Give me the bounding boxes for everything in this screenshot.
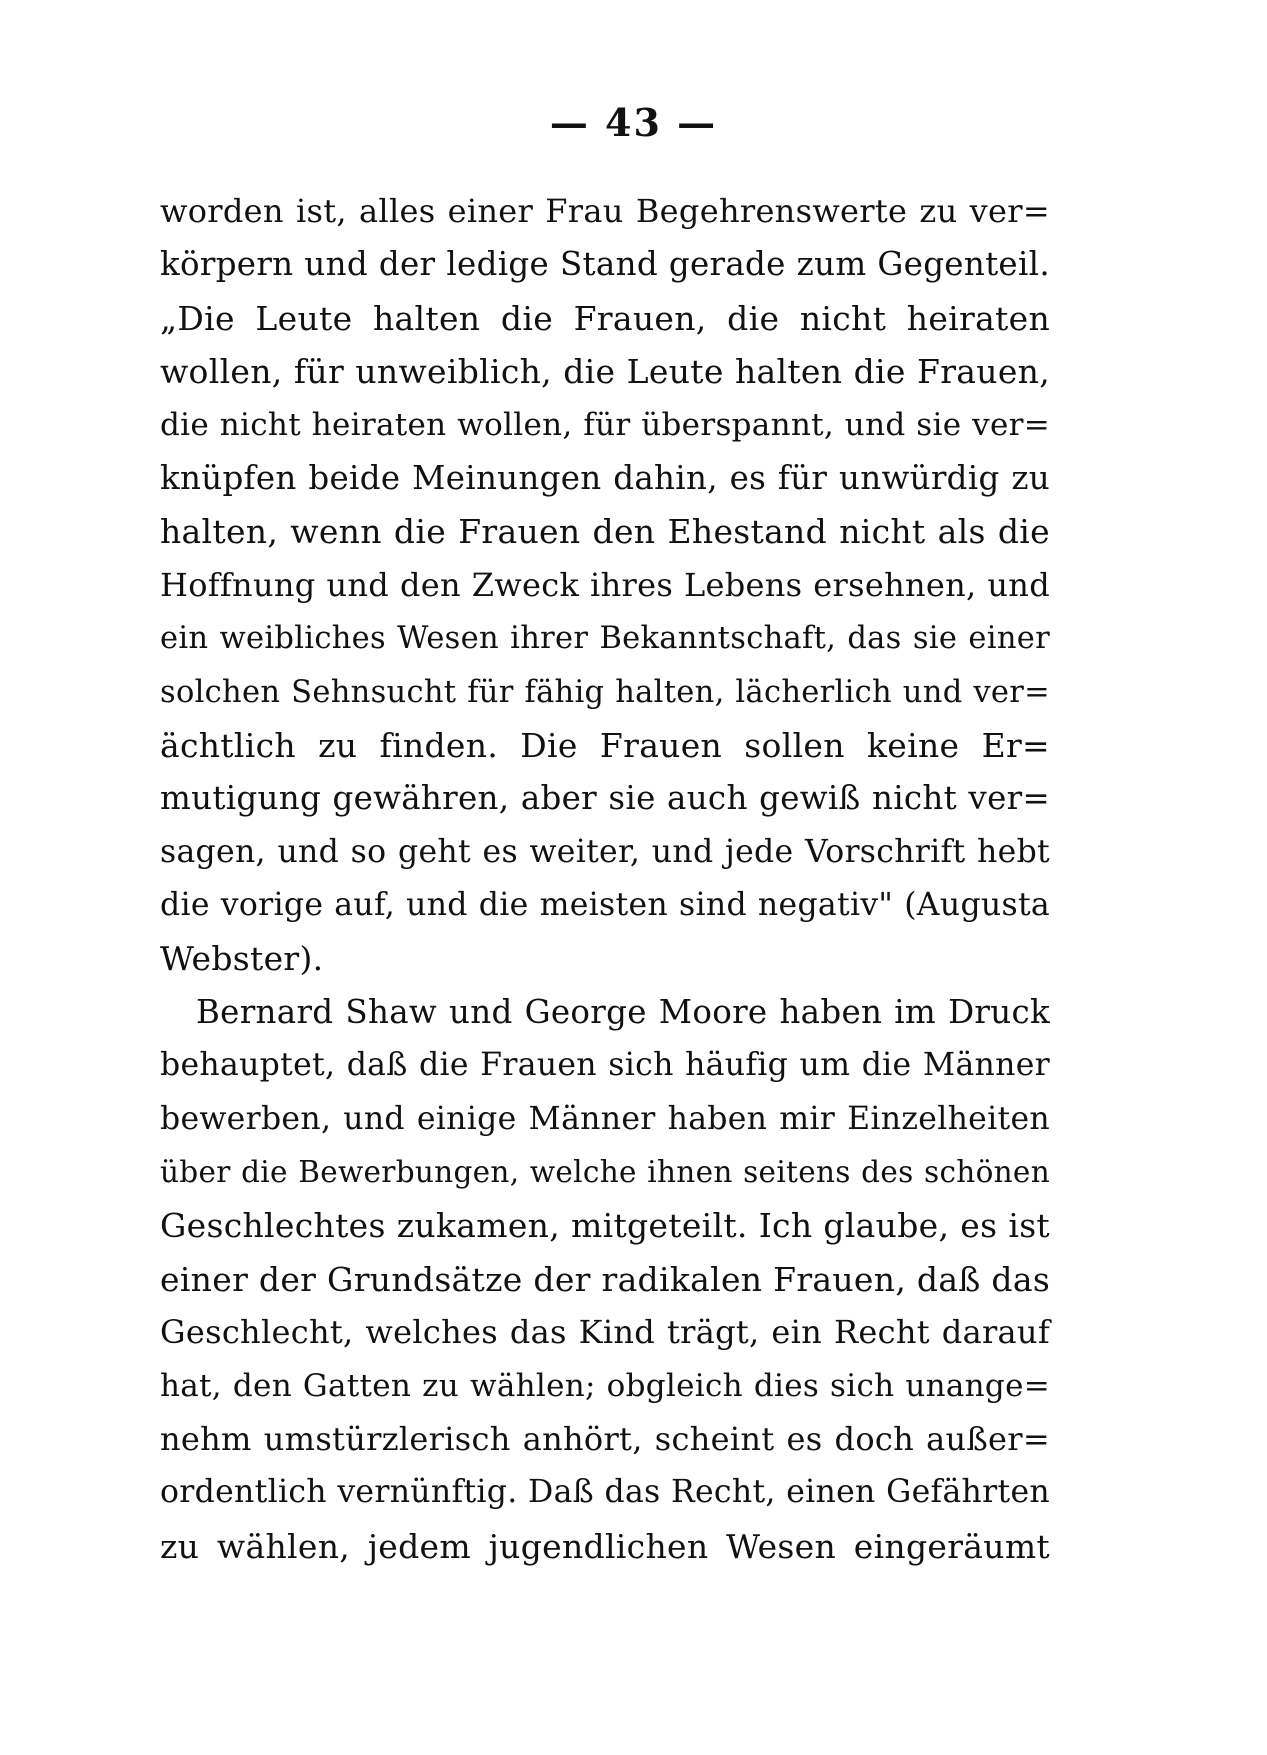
text-line: Geschlecht, welches das Kind trägt, ein Recht darauf bbox=[160, 1313, 1050, 1352]
body-text bbox=[160, 185, 1050, 1573]
text-line: nehm umstürzlerisch anhört, scheint es doch außer= bbox=[160, 1419, 1050, 1458]
text-line: worden ist, alles einer Frau Begehrenswerte zu ver= bbox=[160, 192, 1050, 230]
text-line: solchen Sehnsucht für fähig halten, lächerlich und ver= bbox=[160, 674, 1050, 710]
page-number: — 43 — bbox=[549, 100, 718, 145]
text-line: über die Bewerbungen, welche ihnen seitens des schönen bbox=[160, 1155, 1050, 1190]
text-line: behauptet, daß die Frauen sich häufig um die Männer bbox=[160, 1047, 1050, 1084]
text-line: hat, den Gatten zu wählen; obgleich dies sich unange= bbox=[160, 1367, 1050, 1404]
text-line: „Die Leute halten die Frauen, die nicht heiraten bbox=[160, 298, 1050, 338]
text-line: wollen, für unweiblich, die Leute halten die Frauen, bbox=[160, 352, 1050, 392]
text-line: Geschlechtes zukamen, mitgeteilt. Ich glaube, es ist bbox=[160, 1206, 1050, 1246]
text-line: zu wählen, jedem jugendlichen Wesen eingeräumt bbox=[160, 1526, 1050, 1566]
text-line: knüpfen beide Meinungen dahin, es für unwürdig zu bbox=[160, 458, 1050, 497]
text-line: die vorige auf, und die meisten sind negativ" (Augusta bbox=[160, 887, 1050, 924]
text-line: die nicht heiraten wollen, für überspannt, und sie ver= bbox=[160, 406, 1050, 443]
text-line: ein weibliches Wesen ihrer Bekanntschaft, das sie einer bbox=[160, 621, 1050, 657]
text-line: Webster). bbox=[160, 939, 324, 979]
text-line: einer der Grundsätze der radikalen Frauen, daß das bbox=[160, 1259, 1051, 1299]
text-line: bewerben, und einige Männer haben mir Einzelheiten bbox=[160, 1100, 1050, 1137]
text-line: körpern und der ledige Stand gerade zum Gegenteil. bbox=[160, 245, 1050, 284]
text-line: Hoffnung und den Zweck ihres Lebens ersehnen, und bbox=[160, 565, 1050, 604]
text-line: ordentlich vernünftig. Daß das Recht, einen Gefährten bbox=[160, 1474, 1050, 1511]
text-line: Bernard Shaw und George Moore haben im Druck bbox=[196, 992, 1050, 1031]
text-line: mutigung gewähren, aber sie auch gewiß nicht ver= bbox=[160, 779, 1050, 818]
text-line: halten, wenn die Frauen den Ehestand nicht als die bbox=[160, 512, 1050, 552]
text-line: ächtlich zu finden. Die Frauen sollen keine Er= bbox=[160, 725, 1050, 765]
text-line: sagen, und so geht es weiter, und jede Vorschrift hebt bbox=[160, 833, 1050, 870]
